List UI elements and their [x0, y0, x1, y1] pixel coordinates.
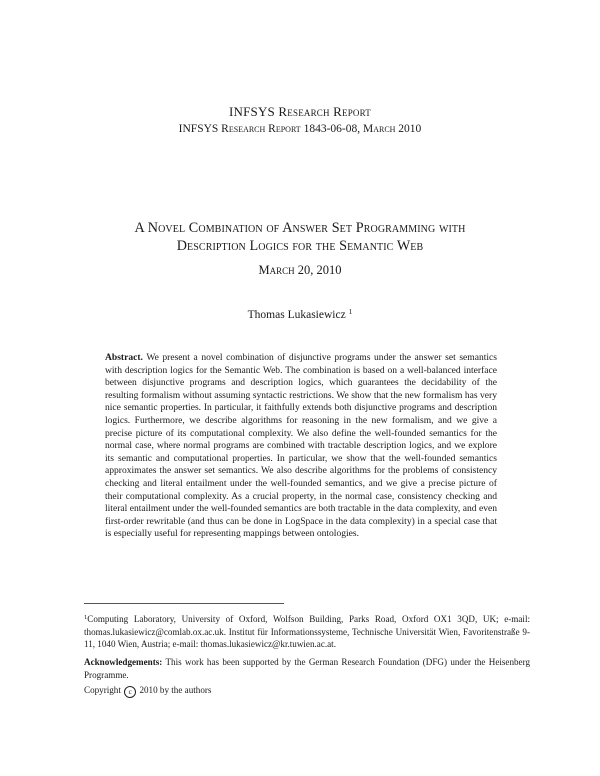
author-footnote-mark: 1	[348, 307, 353, 316]
abstract-text: We present a novel combination of disjunctive programs under the answer set semantics with description logics for the Semantic Web. The combination is based on a well-balanced interface between disjunctive programs and description logics, which guarantees the decidability of the resulting formalism without assuming syntactic restrictions. We show that the new formalism has very nice semantic properties. In particular, it faithfully extends both disjunctive programs and description logics. Furthermore, we describe algorithms for reasoning in the new formalism, and we give a precise picture of its computational complexity. We also define the well-founded semantics for the normal case, where normal programs are combined with tractable description logics, and we explore its semantic and computational properties. In particular, we show that the well-founded semantics approximates the answer set semantics. We also describe algorithms for the problems of consistency checking and literal entailment under the well-founded semantics, and we give a precise picture of their computational complexity. As a crucial property, in the normal case, consistency checking and literal entailment under the well-founded semantics are both tractable in the data complexity, and even first-order rewritable (and thus can be done in LogSpace in the data complexity) in a special case that is especially useful for representing mappings between ontologies.	[105, 352, 497, 540]
footnote-divider	[84, 603, 284, 604]
footnote-mark: 1	[84, 614, 88, 621]
copyright-notice	[84, 685, 211, 698]
paper-title-line-1: A Novel Combination of Answer Set Programming with	[134, 220, 466, 236]
author-name: Thomas Lukasiewicz	[247, 309, 346, 321]
copyright-prefix: Copyright	[84, 685, 121, 695]
abstract-label: Abstract.	[105, 352, 143, 363]
paper-title	[0, 219, 600, 255]
copyright-icon: c	[124, 686, 136, 698]
paper-date: March 20, 2010	[258, 263, 342, 277]
acknowledgements-label: Acknowledgements	[84, 657, 160, 667]
footnote-text: Computing Laboratory, University of Oxford, Wolfson Building, Parks Road, Oxford OX1 3QD, UK; e-mail: thomas.lukasiewicz@comlab.ox.ac.uk. Institut für Informationssysteme, Technische Universität Wien, Favoritenstraße 9-11, 1040 Wien, Austria; e-mail: thomas.lukasiewicz@kr.tuwien.ac.at.	[84, 614, 530, 650]
author-line	[0, 307, 600, 321]
copyright-text: 2010 by the authors	[139, 685, 212, 695]
footnote	[84, 612, 530, 651]
report-number-line: INFSYS Research Report 1843-06-08, March 2010	[178, 123, 422, 135]
paper-title-line-2: Description Logics for the Semantic Web	[176, 238, 424, 254]
acknowledgements-text: This work has been supported by the German Research Foundation (DFG) under the Heisenberg Programme.	[84, 657, 531, 680]
acknowledgements: Acknowledgements: This work has been supported by the German Research Foundation (DFG) under the Heisenberg Programme.	[84, 657, 531, 680]
abstract	[105, 352, 497, 541]
report-series-title: INFSYS Research Report	[228, 104, 371, 119]
